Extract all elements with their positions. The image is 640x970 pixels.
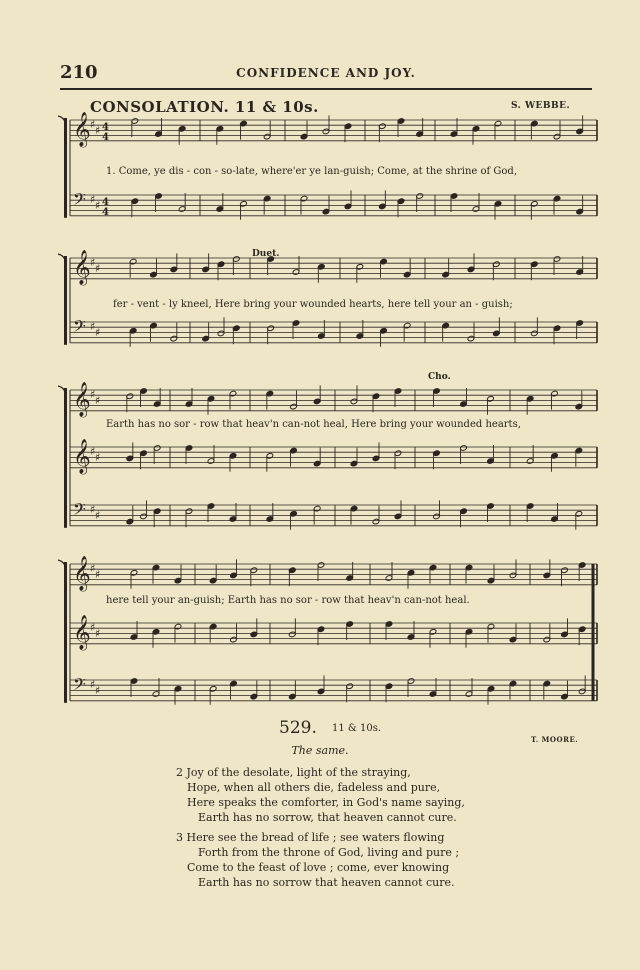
bass-clef-icon: 𝄢 [73,189,86,213]
key-sharp-icon: ♯ [90,503,96,516]
verse-line: 2 Joy of the desolate, light of the straying, [176,766,411,779]
key-sharp-icon: ♯ [95,262,101,275]
verse-line: Here speaks the comforter, in God's name saying, [187,796,465,809]
key-sharp-icon: ♯ [95,627,101,640]
lyric-line-4: here tell your an-guish; Earth has no sor - row that heav'n can-not heal. [106,595,470,606]
lyric-line-1: 1. Come, ye dis - con - so-late, where'er ye lan-guish; Come, at the shrine of God, [106,166,517,177]
key-sharp-icon: ♯ [90,445,96,458]
bass-clef-icon: 𝄢 [73,316,86,340]
treble-clef-icon: 𝄞 [73,112,91,147]
verse-line: 3 Here see the bread of life ; see waters flowing [176,831,445,844]
key-sharp-icon: ♯ [90,256,96,269]
treble-clef-icon: 𝄞 [73,556,91,591]
verse-line: Earth has no sorrow that heaven cannot cure. [198,876,455,889]
key-sharp-icon: ♯ [90,678,96,691]
treble-clef-icon: 𝄞 [73,250,91,285]
verse-line: Forth from the throne of God, living and pure ; [198,846,460,859]
key-sharp-icon: ♯ [95,509,101,522]
verse-line: Come to the feast of love ; come, ever knowing [187,861,450,874]
key-sharp-icon: ♯ [90,193,96,206]
time-signature: 4 [102,197,109,208]
time-signature: 4 [102,207,109,218]
key-sharp-icon: ♯ [90,621,96,634]
verse-line: Hope, when all others die, fadeless and pure, [187,781,441,794]
system-bracket [64,118,67,218]
key-sharp-icon: ♯ [95,568,101,581]
key-sharp-icon: ♯ [95,684,101,697]
time-signature: 4 [102,132,109,143]
system-bracket [64,388,67,528]
hymn-meter: 11 & 10s. [332,723,382,734]
system-bracket [64,562,67,703]
key-sharp-icon: ♯ [90,320,96,333]
key-sharp-icon: ♯ [95,124,101,137]
hymn-number: 529. [279,718,317,738]
tune-title: CONSOLATION. 11 & 10s. [90,98,319,116]
verse-2 [176,765,465,825]
key-sharp-icon: ♯ [95,394,101,407]
key-sharp-icon: ♯ [90,388,96,401]
treble-clef-icon: 𝄞 [73,382,91,417]
time-signature: 4 [102,122,109,133]
lyric-line-3: Earth has no sor - row that heav'n can-not heal, Here bring your wounded hearts, [106,419,521,430]
key-sharp-icon: ♯ [90,562,96,575]
treble-clef-icon: 𝄞 [73,615,91,650]
lyric-line-2: fer - vent - ly kneel, Here bring your wounded hearts, here tell your an - guish; [113,299,513,310]
key-sharp-icon: ♯ [90,118,96,131]
system-bracket [64,256,67,345]
chorus-mark: Cho. [428,372,451,382]
hymn-author: T. MOORE. [531,735,579,744]
key-sharp-icon: ♯ [95,199,101,212]
running-head: CONFIDENCE AND JOY. [236,66,416,80]
duet-mark: Duet. [252,249,280,259]
hymn-subtitle: The same. [291,744,349,757]
key-sharp-icon: ♯ [95,326,101,339]
key-sharp-icon: ♯ [95,451,101,464]
treble-clef-icon: 𝄞 [73,439,91,474]
verse-3 [176,830,459,890]
composer-credit: S. WEBBE. [511,101,571,111]
bass-clef-icon: 𝄢 [73,674,86,698]
verse-line: Earth has no sorrow, that heaven cannot cure. [198,811,457,824]
bass-clef-icon: 𝄢 [73,499,86,523]
page-number: 210 [60,62,98,83]
